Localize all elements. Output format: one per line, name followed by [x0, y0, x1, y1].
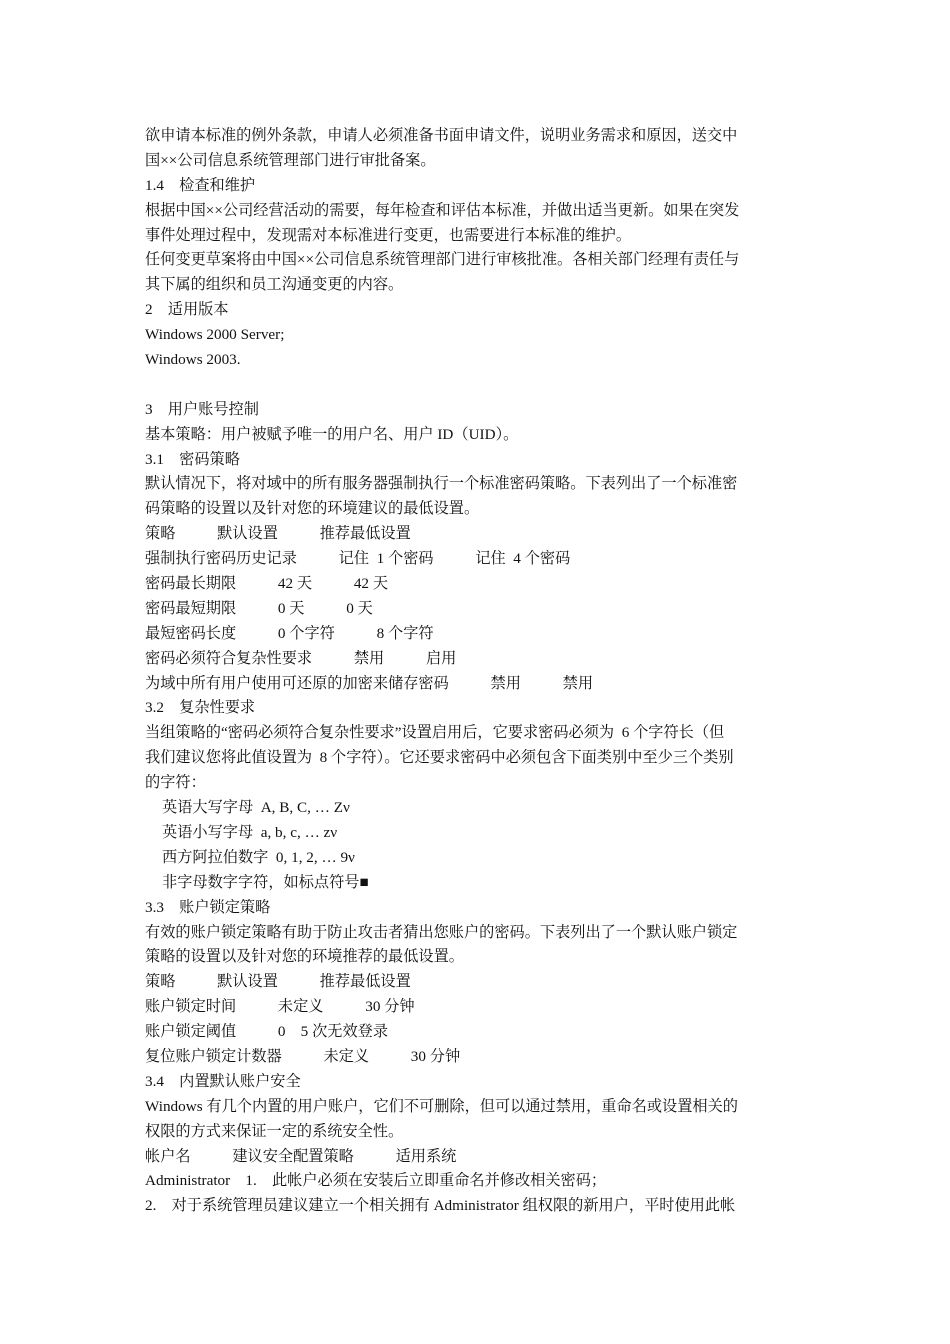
table-row: Administrator 1. 此帐户必须在安装后立即重命名并修改相关密码；	[145, 1172, 607, 1190]
table-header-row: 帐户名 建议安全配置策略 适用系统	[145, 1147, 457, 1165]
blank-line	[145, 373, 807, 398]
text-line: 事件处理过程中，发现需对本标准进行变更，也需要进行本标准的维护。	[145, 226, 631, 244]
text-line: 基本策略：用户被赋予唯一的用户名、用户 ID（UID）。	[145, 425, 519, 443]
section-heading: 2 适用版本	[145, 301, 229, 319]
text-line: Windows 2003.	[145, 351, 241, 369]
table-row: 密码最长期限 42 天 42 天	[145, 575, 388, 593]
text-line: 2. 对于系统管理员建议建立一个相关拥有 Administrator 组权限的新用户，平时使用此帐	[145, 1197, 736, 1215]
table-row: 密码最短期限 0 天 0 天	[145, 599, 373, 617]
text-line: 策略的设置以及针对您的环境推荐的最低设置。	[145, 948, 464, 966]
list-item: 英语小写字母 a, b, c, … zν	[162, 823, 338, 841]
text-line: 码策略的设置以及针对您的环境建议的最低设置。	[145, 500, 480, 518]
text-line: 我们建议您将此值设置为 8 个字符）。它还要求密码中必须包含下面类别中至少三个类别	[145, 749, 734, 767]
text-line: 的字符：	[145, 774, 206, 792]
table-row: 强制执行密码历史记录 记住 1 个密码 记住 4 个密码	[145, 550, 571, 568]
table-row: 账户锁定阈值 0 5 次无效登录	[145, 1023, 388, 1041]
list-item: 西方阿拉伯数字 0, 1, 2, … 9ν	[162, 848, 355, 866]
text-line: 欲申请本标准的例外条款，申请人必须准备书面申请文件，说明业务需求和原因，送交中	[145, 127, 738, 144]
table-row: 最短密码长度 0 个字符 8 个字符	[145, 624, 434, 642]
text-line: 默认情况下，将对域中的所有服务器强制执行一个标准密码策略。下表列出了一个标准密	[145, 475, 738, 493]
table-row: 密码必须符合复杂性要求 禁用 启用	[145, 649, 457, 667]
list-item: 非字母数字字符，如标点符号■	[162, 873, 369, 891]
table-header-row: 策略 默认设置 推荐最低设置	[145, 973, 411, 991]
text-line: 有效的账户锁定策略有助于防止攻击者猜出您账户的密码。下表列出了一个默认账户锁定	[145, 923, 738, 941]
table-row: 复位账户锁定计数器 未定义 30 分钟	[145, 1047, 461, 1065]
text-line: 根据中国××公司经营活动的需要，每年检查和评估本标准，并做出适当更新。如果在突发	[145, 201, 740, 219]
section-heading: 3.2 复杂性要求	[145, 699, 256, 717]
table-row: 为域中所有用户使用可还原的加密来储存密码 禁用 禁用	[145, 674, 594, 692]
text-line: 国××公司信息系统管理部门进行审批备案。	[145, 151, 436, 169]
document-body	[145, 124, 807, 1219]
section-heading: 1.4 检查和维护	[145, 176, 256, 194]
text-line: Windows 有几个内置的用户账户，它们不可删除，但可以通过禁用，重命名或设置相关的	[145, 1097, 738, 1115]
section-heading: 3.3 账户锁定策略	[145, 898, 271, 916]
table-row: 账户锁定时间 未定义 30 分钟	[145, 998, 415, 1016]
text-line: 其下属的组织和员工沟通变更的内容。	[145, 276, 404, 294]
section-heading: 3 用户账号控制	[145, 400, 259, 418]
text-line: 权限的方式来保证一定的系统安全性。	[145, 1122, 404, 1140]
list-item: 英语大写字母 A, B, C, … Zν	[162, 799, 350, 817]
section-heading: 3.4 内置默认账户安全	[145, 1072, 301, 1090]
text-line: 当组策略的“密码必须符合复杂性要求”设置启用后，它要求密码必须为 6 个字符长（但	[145, 724, 725, 742]
table-header-row: 策略 默认设置 推荐最低设置	[145, 525, 411, 543]
text-line: 任何变更草案将由中国××公司信息系统管理部门进行审核批准。各相关部门经理有责任与	[145, 251, 740, 269]
text-line: Windows 2000 Server;	[145, 326, 285, 344]
section-heading: 3.1 密码策略	[145, 450, 240, 468]
